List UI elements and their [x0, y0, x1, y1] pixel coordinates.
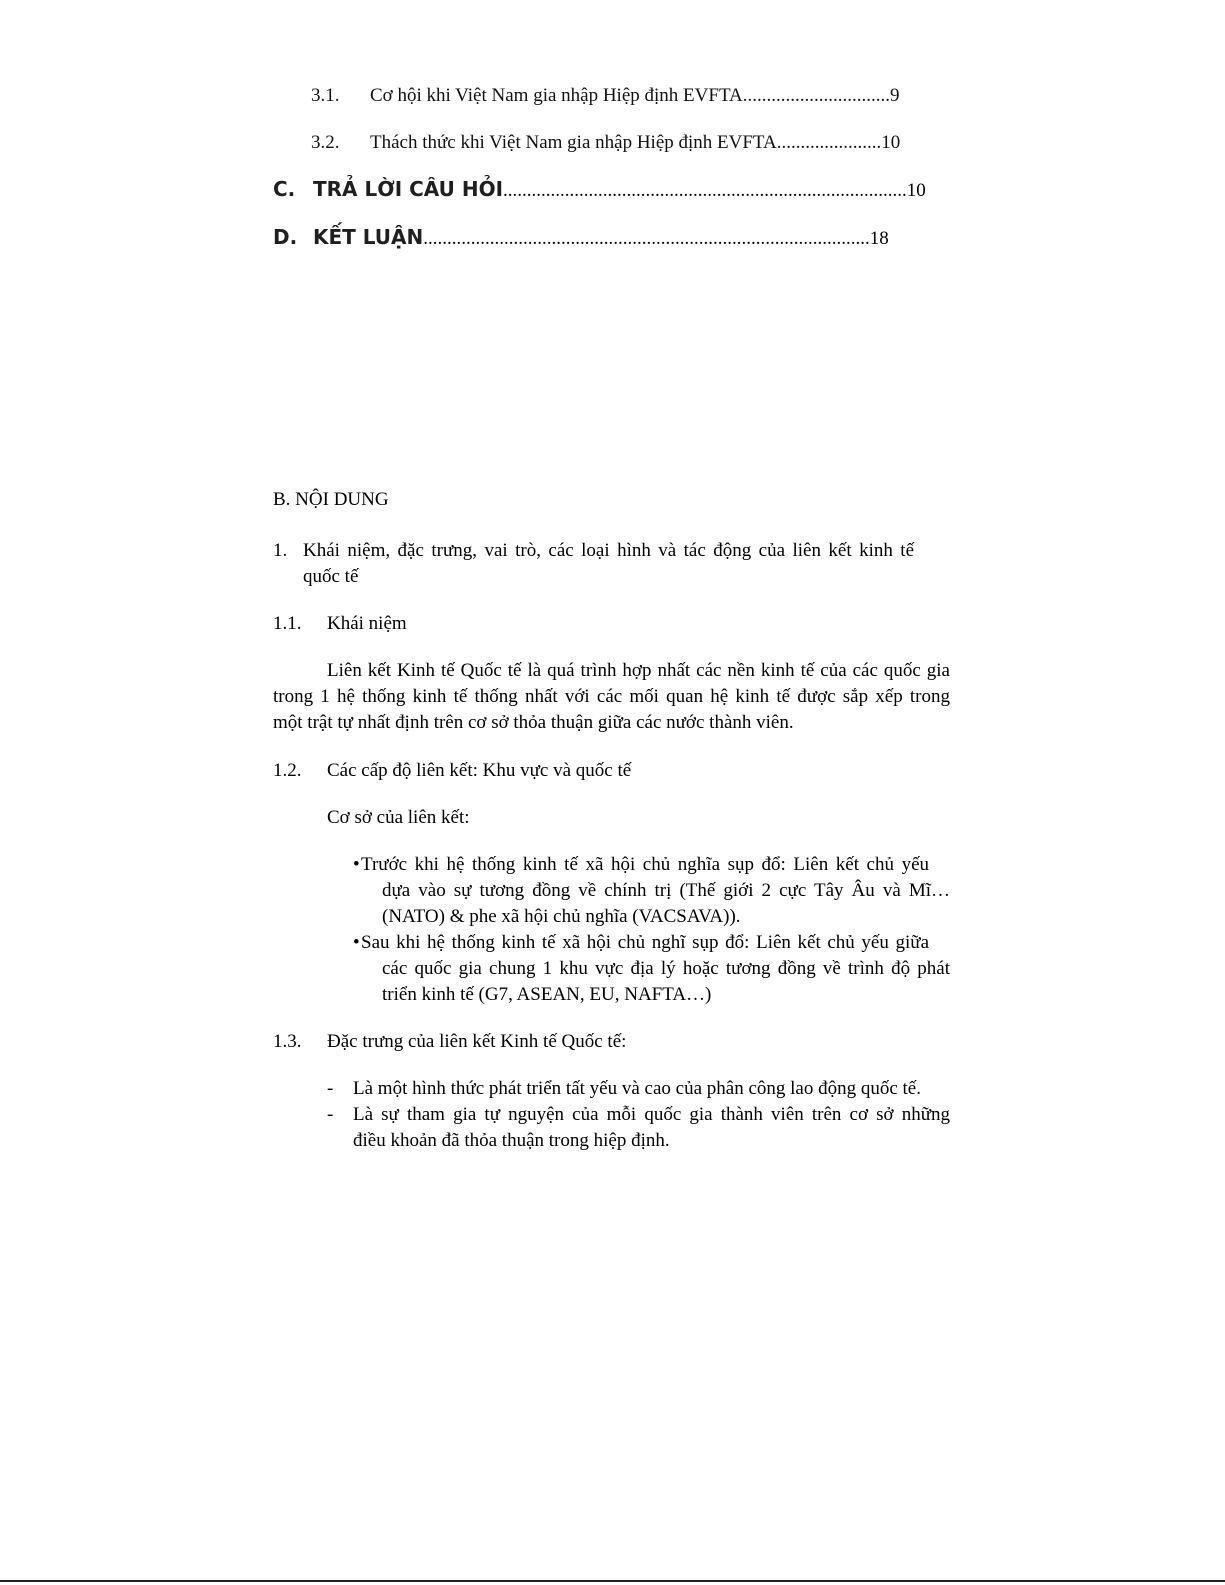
toc-heading-title: TRẢ LỜI CÂU HỎI — [313, 177, 504, 201]
page-bottom-rule — [0, 1580, 1225, 1582]
toc-item-title: Thách thức khi Việt Nam gia nhập Hiệp định EVFTA — [370, 132, 777, 153]
heading-1-2-title: Các cấp độ liên kết: Khu vực và quốc tế — [327, 760, 632, 781]
dash-line: Là một hình thức phát triển tất yếu và cao của phân công lao động quốc tế. — [353, 1078, 921, 1099]
section-heading: B. NỘI DUNG — [273, 489, 389, 510]
bullet-line: Trước khi hệ thống kinh tế xã hội chủ nghĩa sụp đổ: Liên kết chủ yếu — [361, 854, 929, 875]
heading-1-1-number: 1.1. — [273, 613, 302, 634]
toc-item-title: Cơ hội khi Việt Nam gia nhập Hiệp định EVFTA — [370, 85, 743, 106]
bullet-line: triển kinh tế (G7, ASEAN, EU, NAFTA…) — [382, 984, 712, 1005]
toc-item-3-1[interactable] — [311, 85, 900, 107]
toc-item-3-2[interactable] — [311, 132, 900, 154]
dash-line: điều khoản đã thỏa thuận trong hiệp định. — [353, 1130, 670, 1151]
toc-item-d[interactable] — [273, 225, 889, 250]
toc-heading — [273, 225, 423, 249]
toc-item-page: 10 — [906, 180, 926, 201]
toc-item-leader: ..................................................................................... — [503, 180, 907, 201]
basis-label: Cơ sở của liên kết: — [327, 807, 470, 828]
toc-item-page: 10 — [881, 132, 901, 153]
heading-1-2-number: 1.2. — [273, 760, 302, 781]
paragraph-line: trong 1 hệ thống kinh tế thống nhất với các mối quan hệ kinh tế được sắp xếp trong — [273, 686, 950, 707]
paragraph-line: Liên kết Kinh tế Quốc tế là quá trình hợp nhất các nền kinh tế của các quốc gia — [327, 660, 950, 681]
toc-heading-letter: C. — [273, 177, 296, 201]
toc-heading-letter: D. — [273, 225, 298, 249]
bullet-line: Sau khi hệ thống kinh tế xã hội chủ nghĩ sụp đổ: Liên kết chủ yếu giữa — [361, 932, 929, 953]
heading-1-number: 1. — [273, 540, 288, 561]
toc-item-c[interactable] — [273, 177, 926, 202]
toc-heading — [273, 177, 503, 201]
toc-item-leader: ...................... — [776, 132, 882, 153]
bullet-line: dựa vào sự tương đồng về chính trị (Thế giới 2 cực Tây Âu và Mĩ… — [382, 880, 950, 901]
toc-item-page: 9 — [890, 85, 900, 106]
bullet-mark: • — [353, 932, 360, 953]
bullet-line: các quốc gia chung 1 khu vực địa lý hoặc tương đồng về trình độ phát — [382, 958, 950, 979]
heading-1-3-title: Đặc trưng của liên kết Kinh tế Quốc tế: — [327, 1031, 627, 1052]
heading-1-3-number: 1.3. — [273, 1031, 302, 1052]
toc-item-page: 18 — [869, 228, 889, 249]
dash-mark: - — [327, 1104, 334, 1125]
toc-item-number: 3.1. — [311, 85, 340, 106]
dash-mark: - — [327, 1078, 334, 1099]
toc-item-leader: ............................... — [742, 85, 890, 106]
toc-item-number: 3.2. — [311, 132, 340, 153]
bullet-line: (NATO) & phe xã hội chủ nghĩa (VACSAVA)). — [382, 906, 741, 927]
bullet-mark: • — [353, 854, 360, 875]
dash-line: Là sự tham gia tự nguyện của mỗi quốc gia thành viên trên cơ sở những — [353, 1104, 950, 1125]
heading-1-line1: Khái niệm, đặc trưng, vai trò, các loại hình và tác động của liên kết kinh tế — [303, 540, 914, 561]
toc-item-leader: .............................................................................................. — [423, 228, 870, 249]
paragraph-line: một trật tự nhất định trên cơ sở thỏa thuận giữa các nước thành viên. — [273, 712, 794, 733]
heading-1-1-title: Khái niệm — [327, 613, 407, 634]
heading-1-line2: quốc tế — [303, 566, 359, 587]
toc-heading-title: KẾT LUẬN — [313, 225, 424, 249]
